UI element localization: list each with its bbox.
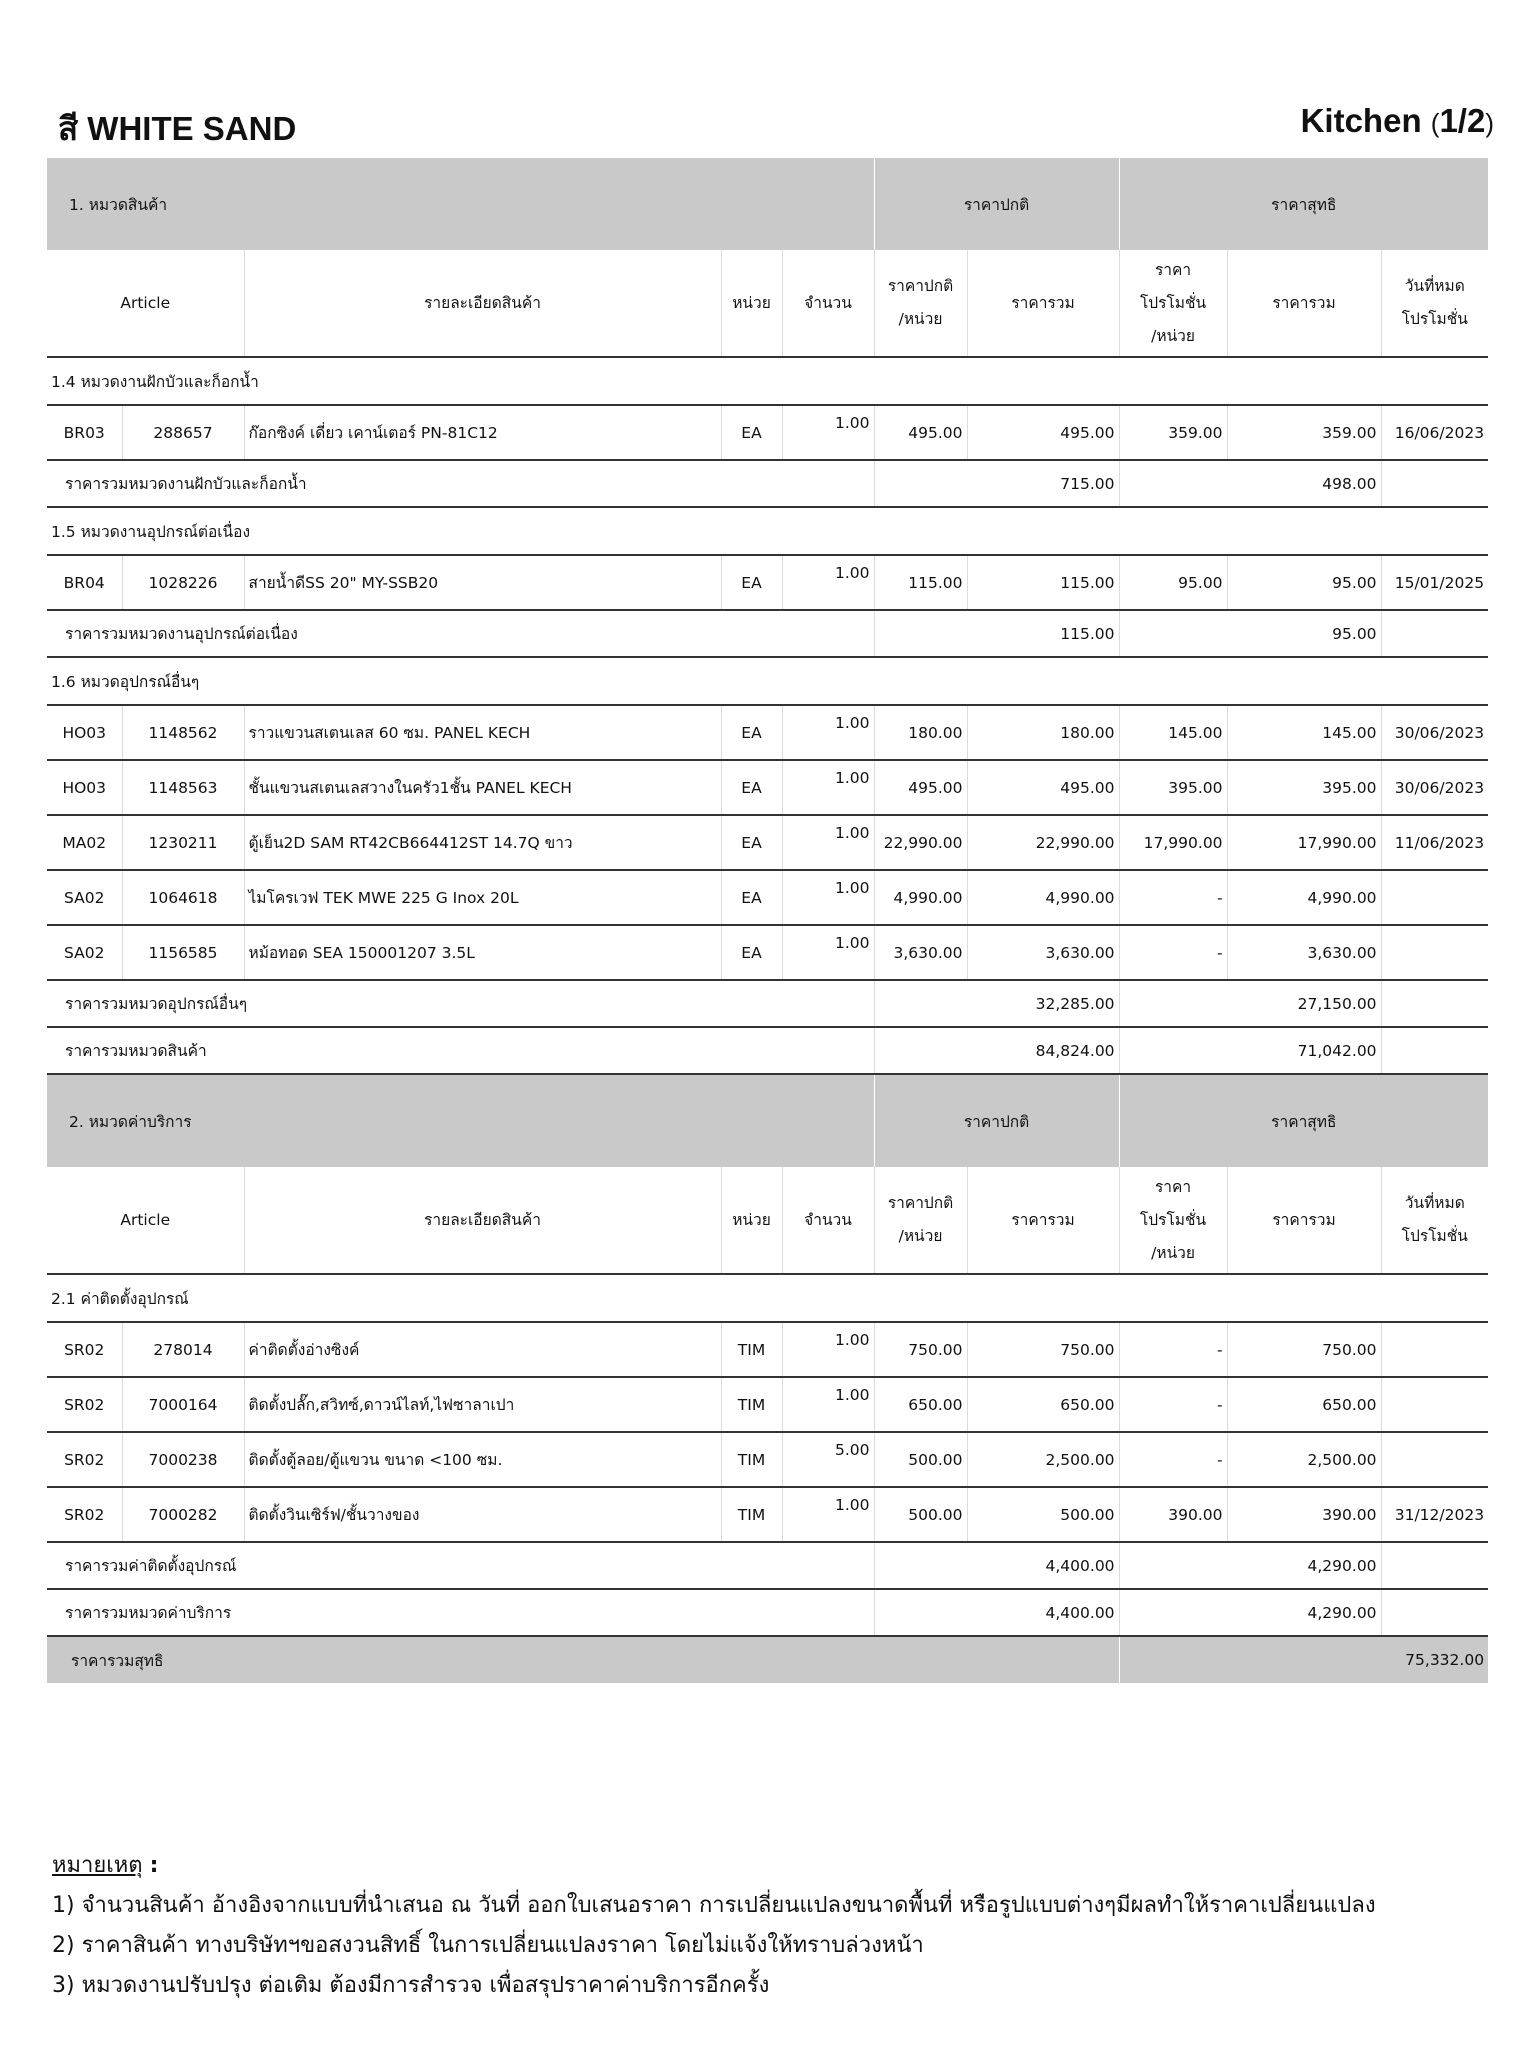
article-header: Article [47,250,244,357]
header-line: /หน่วย [898,1227,943,1245]
net-total-cell: 359.00 [1227,405,1381,460]
section-total-net: 4,290.00 [1119,1589,1381,1636]
header-line: วันที่หมด [1404,277,1465,295]
unit-price-cell: 4,990.00 [874,870,967,925]
description-cell: ตู้เย็น2D SAM RT42CB664412ST 14.7Q ขาว [244,815,721,870]
section-title: 2. หมวดค่าบริการ [47,1074,874,1167]
net-price-header: ราคาสุทธิ [1119,1074,1488,1167]
promo-end-header [1381,1167,1488,1274]
unit-cell: EA [721,870,782,925]
promo-price-cell: 359.00 [1119,405,1227,460]
code-cell: SA02 [47,870,122,925]
promo-price-cell: 145.00 [1119,705,1227,760]
description-header: รายละเอียดสินค้า [244,1167,721,1274]
net-total-cell: 390.00 [1227,1487,1381,1542]
net-total-cell: 3,630.00 [1227,925,1381,980]
total-cell: 500.00 [967,1487,1119,1542]
promo-price-cell: 390.00 [1119,1487,1227,1542]
section-total-row [47,1027,1488,1074]
unit-price-cell: 750.00 [874,1322,967,1377]
total-header: ราคารวม [967,250,1119,357]
table-row [47,555,1488,610]
promo-end-cell [1381,1432,1488,1487]
promo-end-cell: 11/06/2023 [1381,815,1488,870]
net-total-header: ราคารวม [1227,250,1381,357]
group-header [47,1274,1488,1322]
promo-end-cell: 30/06/2023 [1381,760,1488,815]
total-cell: 4,990.00 [967,870,1119,925]
qty-cell: 1.00 [782,1322,874,1377]
regular-price-header: ราคาปกติ [874,1074,1119,1167]
article-header: Article [47,1167,244,1274]
unit-price-cell: 180.00 [874,705,967,760]
unit-header: หน่วย [721,250,782,357]
group-header [47,507,1488,555]
note-line: 1) จำนวนสินค้า อ้างอิงจากแบบที่นำเสนอ ณ วันที่ ออกใบเสนอราคา การเปลี่ยนแปลงขนาดพื้นที่ หรือรูปแบบต่างๆมีผลทำให้ราคาเปลี่ยนแปลง [52,1893,1376,1918]
grand-total-row [47,1636,1488,1683]
table-row [47,1432,1488,1487]
table-row [47,815,1488,870]
page-title: สี WHITE SAND [58,110,297,147]
net-total-cell: 750.00 [1227,1322,1381,1377]
subtotal-label: ราคารวมค่าติดตั้งอุปกรณ์ [47,1542,874,1589]
subtotal-regular: 715.00 [874,460,1119,507]
promo-price-cell: 95.00 [1119,555,1227,610]
group-title: 2.1 ค่าติดตั้งอุปกรณ์ [47,1274,1488,1322]
header-line: ราคา [1154,260,1192,279]
promo-end-cell [1381,870,1488,925]
qty-cell: 1.00 [782,1377,874,1432]
note-line: 3) หมวดงานปรับปรุง ต่อเติม ต้องมีการสำรวจ เพื่อสรุปราคาค่าบริการอีกครั้ง [52,1973,770,1998]
total-cell: 22,990.00 [967,815,1119,870]
article-cell: 1230211 [122,815,244,870]
unit-price-header [874,1167,967,1274]
promo-end-cell: 15/01/2025 [1381,555,1488,610]
page-indicator: 1/2 [1439,102,1486,139]
header-line: โปรโมชั่น [1401,1227,1468,1245]
promo-price-cell: 17,990.00 [1119,815,1227,870]
unit-cell: EA [721,925,782,980]
subtotal-regular: 32,285.00 [874,980,1119,1027]
qty-cell: 1.00 [782,870,874,925]
total-cell: 650.00 [967,1377,1119,1432]
code-cell: BR03 [47,405,122,460]
code-cell: SR02 [47,1377,122,1432]
unit-cell: EA [721,815,782,870]
article-cell: 7000282 [122,1487,244,1542]
code-cell: SR02 [47,1432,122,1487]
article-cell: 1028226 [122,555,244,610]
subtotal-row [47,980,1488,1027]
column-header-row [47,250,1488,357]
promo-price-cell: - [1119,870,1227,925]
article-cell: 1148562 [122,705,244,760]
net-total-cell: 17,990.00 [1227,815,1381,870]
section-total-regular: 84,824.00 [874,1027,1119,1074]
subtotal-label: ราคารวมหมวดงานฝักบัวและก็อกน้ำ [47,460,874,507]
unit-price-header [874,250,967,357]
subtotal-row [47,610,1488,657]
qty-header: จำนวน [782,250,874,357]
article-cell: 7000164 [122,1377,244,1432]
promo-end-cell: 16/06/2023 [1381,405,1488,460]
header-line: ราคาปกติ [887,1194,954,1212]
description-cell: หม้อทอด SEA 150001207 3.5L [244,925,721,980]
total-cell: 3,630.00 [967,925,1119,980]
table-row [47,760,1488,815]
article-cell: 1156585 [122,925,244,980]
article-cell: 1064618 [122,870,244,925]
code-cell: HO03 [47,760,122,815]
promo-price-cell: - [1119,1322,1227,1377]
promo-end-header [1381,250,1488,357]
description-header: รายละเอียดสินค้า [244,250,721,357]
subtotal-label: ราคารวมหมวดอุปกรณ์อื่นๆ [47,980,874,1027]
table-row [47,1377,1488,1432]
grand-total-label: ราคารวมสุทธิ [47,1636,1119,1683]
header-line: โปรโมชั่น [1139,293,1207,312]
description-cell: ติดตั้งวินเซิร์ฟ/ชั้นวางของ [244,1487,721,1542]
table-row [47,1322,1488,1377]
code-cell: MA02 [47,815,122,870]
qty-cell: 1.00 [782,925,874,980]
qty-cell: 1.00 [782,815,874,870]
description-cell: ชั้นแขวนสเตนเลสวางในครัว1ชั้น PANEL KECH [244,760,721,815]
net-total-cell: 2,500.00 [1227,1432,1381,1487]
code-cell: SR02 [47,1322,122,1377]
unit-cell: EA [721,760,782,815]
unit-price-cell: 500.00 [874,1432,967,1487]
total-cell: 115.00 [967,555,1119,610]
subtotal-regular: 4,400.00 [874,1542,1119,1589]
article-cell: 1148563 [122,760,244,815]
promo-price-cell: - [1119,1377,1227,1432]
group-title: 1.5 หมวดงานอุปกรณ์ต่อเนื่อง [47,507,1488,555]
subtotal-row [47,460,1488,507]
header-line: ราคาปกติ [887,277,954,295]
section-total-regular: 4,400.00 [874,1589,1119,1636]
section-title: 1. หมวดสินค้า [47,158,874,250]
unit-cell: TIM [721,1432,782,1487]
section-header [47,158,1488,250]
subtotal-row [47,1542,1488,1589]
unit-cell: EA [721,555,782,610]
code-cell: SA02 [47,925,122,980]
unit-price-cell: 3,630.00 [874,925,967,980]
group-header [47,357,1488,405]
unit-cell: TIM [721,1487,782,1542]
total-cell: 750.00 [967,1322,1119,1377]
promo-end-cell: 30/06/2023 [1381,705,1488,760]
qty-header: จำนวน [782,1167,874,1274]
net-total-cell: 145.00 [1227,705,1381,760]
header-line: /หน่วย [1151,326,1195,345]
promo-price-cell: 395.00 [1119,760,1227,815]
qty-cell: 5.00 [782,1432,874,1487]
table-row [47,705,1488,760]
description-cell: ก๊อกซิงค์ เดี่ยว เคาน์เตอร์ PN-81C12 [244,405,721,460]
promo-price-cell: - [1119,925,1227,980]
description-cell: ราวแขวนสเตนเลส 60 ซม. PANEL KECH [244,705,721,760]
header-line: วันที่หมด [1404,1194,1465,1212]
unit-cell: TIM [721,1322,782,1377]
promo-end-cell: 31/12/2023 [1381,1487,1488,1542]
group-title: 1.6 หมวดอุปกรณ์อื่นๆ [47,657,1488,705]
column-header-row [47,1167,1488,1274]
quotation-table [47,158,1488,1683]
subtotal-regular: 115.00 [874,610,1119,657]
net-total-cell: 4,990.00 [1227,870,1381,925]
regular-price-header: ราคาปกติ [874,158,1119,250]
header-line: ราคา [1154,1177,1192,1196]
unit-price-cell: 495.00 [874,760,967,815]
promo-end-cell [1381,925,1488,980]
article-cell: 278014 [122,1322,244,1377]
unit-price-cell: 650.00 [874,1377,967,1432]
section-header [47,1074,1488,1167]
unit-cell: TIM [721,1377,782,1432]
net-total-cell: 650.00 [1227,1377,1381,1432]
unit-price-cell: 500.00 [874,1487,967,1542]
subtotal-net: 27,150.00 [1119,980,1381,1027]
article-cell: 7000238 [122,1432,244,1487]
promo-end-cell [1381,1377,1488,1432]
subtotal-label: ราคารวมหมวดงานอุปกรณ์ต่อเนื่อง [47,610,874,657]
unit-header: หน่วย [721,1167,782,1274]
total-header: ราคารวม [967,1167,1119,1274]
group-header [47,657,1488,705]
room-name: Kitchen [1300,102,1422,139]
description-cell: สายน้ำดีSS 20" MY-SSB20 [244,555,721,610]
unit-price-cell: 115.00 [874,555,967,610]
description-cell: ค่าติดตั้งอ่างซิงค์ [244,1322,721,1377]
section-total-net: 71,042.00 [1119,1027,1381,1074]
total-cell: 180.00 [967,705,1119,760]
notes: หมายเหตุ : 1) จำนวนสินค้า อ้างอิงจากแบบที่นำเสนอ ณ วันที่ ออกใบเสนอราคา การเปลี่ยนแปลงขนาดพื้นที่ หรือรูปแบบต่างๆมีผลทำให้ราคาเปลี่ยนแปลง 2) ราคาสินค้า ทางบริษัทฯขอสงวนสิทธิ์ ในการเปลี่ยนแปลงราคา โดยไม่แจ้งให้ทราบล่วงหน้า 3) หมวดงานปรับปรุง ต่อเติม ต้องมีการสำรวจ เพื่อสรุปราคาค่าบริการอีกครั้ง [52,1846,1376,2006]
article-cell: 288657 [122,405,244,460]
total-cell: 495.00 [967,405,1119,460]
header-line: /หน่วย [898,310,943,328]
qty-cell: 1.00 [782,405,874,460]
total-cell: 495.00 [967,760,1119,815]
code-cell: BR04 [47,555,122,610]
total-cell: 2,500.00 [967,1432,1119,1487]
section-total-row [47,1589,1488,1636]
promo-end-cell [1381,1322,1488,1377]
header-line: โปรโมชั่น [1401,310,1468,328]
qty-cell: 1.00 [782,1487,874,1542]
net-total-cell: 395.00 [1227,760,1381,815]
net-price-header: ราคาสุทธิ [1119,158,1488,250]
qty-cell: 1.00 [782,760,874,815]
description-cell: ติดตั้งตู้ลอย/ตู้แขวน ขนาด <100 ซม. [244,1432,721,1487]
table-row [47,1487,1488,1542]
description-cell: ติดตั้งปลั๊ก,สวิทซ์,ดาวน์ไลท์,ไฟซาลาเปา [244,1377,721,1432]
table-row [47,925,1488,980]
promo-price-header [1119,1167,1227,1274]
promo-price-header [1119,250,1227,357]
qty-cell: 1.00 [782,555,874,610]
table-row [47,405,1488,460]
room-title: Kitchen (1/2) [1300,102,1494,139]
unit-price-cell: 22,990.00 [874,815,967,870]
net-total-cell: 95.00 [1227,555,1381,610]
group-title: 1.4 หมวดงานฝักบัวและก็อกน้ำ [47,357,1488,405]
description-cell: ไมโครเวฟ TEK MWE 225 G Inox 20L [244,870,721,925]
header-line: /หน่วย [1151,1243,1195,1262]
unit-cell: EA [721,705,782,760]
section-total-label: ราคารวมหมวดสินค้า [47,1027,874,1074]
subtotal-net: 95.00 [1119,610,1381,657]
net-total-header: ราคารวม [1227,1167,1381,1274]
subtotal-net: 4,290.00 [1119,1542,1381,1589]
note-line: 2) ราคาสินค้า ทางบริษัทฯขอสงวนสิทธิ์ ในการเปลี่ยนแปลงราคา โดยไม่แจ้งให้ทราบล่วงหน้า [52,1933,924,1958]
notes-title: หมายเหตุ [52,1853,143,1878]
unit-price-cell: 495.00 [874,405,967,460]
section-total-label: ราคารวมหมวดค่าบริการ [47,1589,874,1636]
grand-total-value: 75,332.00 [1119,1636,1488,1683]
code-cell: SR02 [47,1487,122,1542]
header-line: โปรโมชั่น [1139,1210,1207,1229]
qty-cell: 1.00 [782,705,874,760]
promo-price-cell: - [1119,1432,1227,1487]
code-cell: HO03 [47,705,122,760]
unit-cell: EA [721,405,782,460]
table-row [47,870,1488,925]
subtotal-net: 498.00 [1119,460,1381,507]
